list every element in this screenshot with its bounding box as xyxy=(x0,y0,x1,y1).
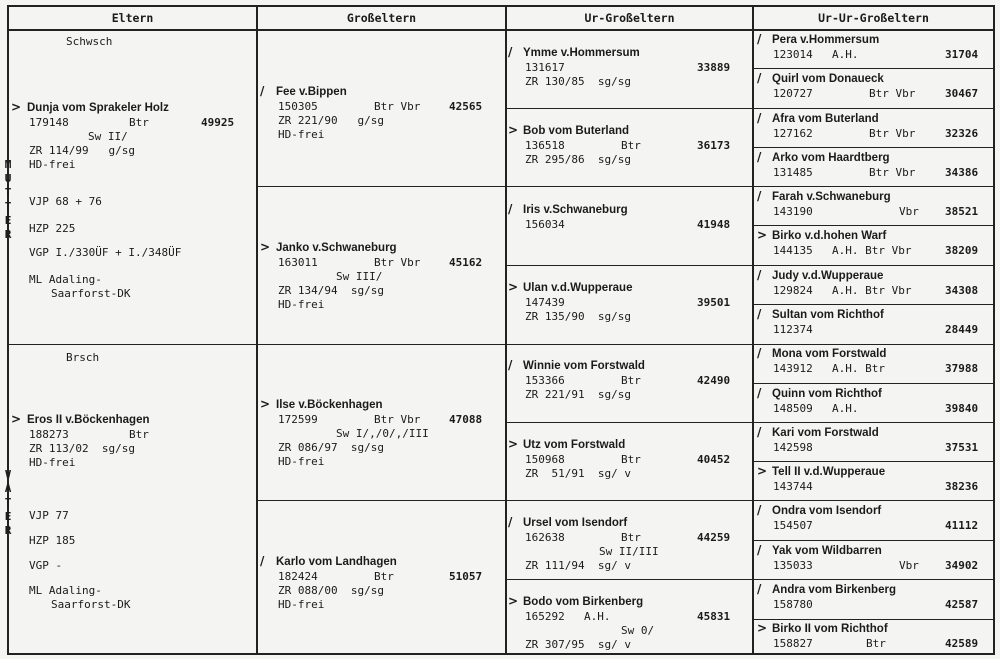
grandparent-title: Btr Vbr xyxy=(374,256,421,269)
side-label-mutter: M U T T E R xyxy=(4,158,12,241)
uugp-title: Btr xyxy=(866,637,886,650)
uugp-reg: 129824 xyxy=(773,284,813,297)
ggp-name: Bodo vom Birkenberg xyxy=(523,596,644,608)
male-marker-icon: > xyxy=(757,228,768,242)
mother-ml1: ML Adaling- xyxy=(29,273,102,286)
row-divider xyxy=(754,619,993,620)
uugp-name: Kari vom Forstwald xyxy=(772,427,879,439)
row-divider-main xyxy=(9,344,993,345)
uugp-reg: 142598 xyxy=(773,441,813,454)
grandparent-sw: Sw III/ xyxy=(336,270,383,283)
female-marker-icon: / xyxy=(757,582,762,596)
female-marker-icon: / xyxy=(757,503,762,517)
father-ml2: Saarforst-DK xyxy=(51,598,131,611)
ggp-reg: 147439 xyxy=(525,296,565,309)
ggp-title: A.H. xyxy=(584,610,611,623)
father-reg: 188273 xyxy=(29,428,69,441)
female-marker-icon: / xyxy=(757,111,762,125)
uugp-title: A.H. Btr xyxy=(832,362,885,375)
father-zr: ZR 113/02 sg/sg xyxy=(29,442,135,455)
ggp-reg: 165292 xyxy=(525,610,565,623)
female-marker-icon: / xyxy=(508,45,513,59)
grandparent-reg: 182424 xyxy=(278,570,318,583)
ggp-reg: 150968 xyxy=(525,453,565,466)
uugp-num: 38521 xyxy=(945,205,979,218)
ggp-reg: 156034 xyxy=(525,218,565,231)
uugp-title: Vbr xyxy=(899,559,919,572)
grandparent-hd: HD-frei xyxy=(278,128,325,141)
mother-hd: HD-frei xyxy=(29,158,76,171)
male-marker-icon: > xyxy=(11,100,22,114)
uugp-num: 41112 xyxy=(945,519,979,532)
uugp-title: Btr Vbr xyxy=(869,166,916,179)
grandparent-name: Fee v.Bippen xyxy=(276,86,347,98)
ggp-name: Ursel vom Isendorf xyxy=(523,517,628,529)
ggp-reg: 153366 xyxy=(525,374,565,387)
row-divider xyxy=(754,540,993,541)
mother-zr: ZR 114/99 g/sg xyxy=(29,144,135,157)
row-divider xyxy=(754,461,993,462)
male-marker-icon: > xyxy=(757,464,768,478)
uugp-reg: 135033 xyxy=(773,559,813,572)
mother-sw: Sw II/ xyxy=(88,130,128,143)
grandparent-num: 51057 xyxy=(449,570,483,583)
uugp-reg: 127162 xyxy=(773,127,813,140)
uugp-name: Quirl vom Donaueck xyxy=(772,73,884,85)
ggp-num: 41948 xyxy=(697,218,731,231)
uugp-name: Judy v.d.Wupperaue xyxy=(772,270,884,282)
mother-reg: 179148 xyxy=(29,116,69,129)
uugp-reg: 143744 xyxy=(773,480,813,493)
ggp-num: 44259 xyxy=(697,531,731,544)
uugp-num: 34308 xyxy=(945,284,979,297)
uugp-name: Sultan vom Richthof xyxy=(772,309,884,321)
uugp-num: 38209 xyxy=(945,244,979,257)
uugp-num: 31704 xyxy=(945,48,979,61)
ggp-name: Winnie vom Forstwald xyxy=(523,360,645,372)
father-title: Btr xyxy=(129,428,149,441)
male-marker-icon: > xyxy=(508,280,519,294)
grandparent-name: Ilse v.Böckenhagen xyxy=(276,399,383,411)
father-vjp: VJP 77 xyxy=(29,509,69,522)
row-divider xyxy=(507,265,993,266)
ggp-reg: 131617 xyxy=(525,61,565,74)
male-marker-icon: > xyxy=(508,123,519,137)
row-divider xyxy=(754,147,993,148)
grandparent-name: Janko v.Schwaneburg xyxy=(276,242,397,254)
grandparent-name: Karlo vom Landhagen xyxy=(276,556,397,568)
header-eltern: Eltern xyxy=(9,7,256,31)
female-marker-icon: / xyxy=(757,71,762,85)
uugp-name: Pera v.Hommersum xyxy=(772,34,880,46)
side-label-vater: V A T E R xyxy=(4,468,12,537)
uugp-name: Birko II vom Richthof xyxy=(772,623,888,635)
uugp-title: Btr Vbr xyxy=(869,127,916,140)
uugp-num: 37531 xyxy=(945,441,979,454)
uugp-title: Vbr xyxy=(899,205,919,218)
grandparent-num: 42565 xyxy=(449,100,483,113)
uugp-title: A.H. Btr Vbr xyxy=(832,284,912,297)
col-divider xyxy=(256,5,258,655)
father-name: Eros II v.Böckenhagen xyxy=(27,414,150,426)
ggp-name: Ymme v.Hommersum xyxy=(523,47,640,59)
grandparent-sw: Sw I/,/0/,/III xyxy=(336,427,429,440)
grandparent-zr: ZR 134/94 sg/sg xyxy=(278,284,384,297)
grandparent-hd: HD-frei xyxy=(278,455,325,468)
uugp-name: Birko v.d.hohen Warf xyxy=(772,230,887,242)
female-marker-icon: / xyxy=(757,268,762,282)
ggp-sw: Sw II/III xyxy=(599,545,659,558)
uugp-title: A.H. xyxy=(832,48,859,61)
uugp-title: A.H. Btr Vbr xyxy=(832,244,912,257)
ggp-num: 42490 xyxy=(697,374,731,387)
col-divider xyxy=(505,5,507,655)
female-marker-icon: / xyxy=(508,358,513,372)
uugp-name: Tell II v.d.Wupperaue xyxy=(772,466,886,478)
female-marker-icon: / xyxy=(757,150,762,164)
uugp-title: Btr Vbr xyxy=(869,87,916,100)
male-marker-icon: > xyxy=(11,412,22,426)
mother-ml2: Saarforst-DK xyxy=(51,287,131,300)
uugp-reg: 154507 xyxy=(773,519,813,532)
ggp-name: Ulan v.d.Wupperaue xyxy=(523,282,633,294)
ggp-num: 45831 xyxy=(697,610,731,623)
mother-vgp: VGP I./330ÜF + I./348ÜF xyxy=(29,246,182,259)
ggp-num: 36173 xyxy=(697,139,731,152)
header-ururgrosseltern: Ur-Ur-Großeltern xyxy=(754,7,993,31)
uugp-name: Arko vom Haardtberg xyxy=(772,152,890,164)
mother-hzp: HZP 225 xyxy=(29,222,76,235)
uugp-num: 37988 xyxy=(945,362,979,375)
row-divider xyxy=(258,500,993,501)
ggp-name: Utz vom Forstwald xyxy=(523,439,626,451)
row-divider xyxy=(754,68,993,69)
uugp-reg: 120727 xyxy=(773,87,813,100)
male-marker-icon: > xyxy=(508,437,519,451)
grandparent-title: Btr Vbr xyxy=(374,100,421,113)
uugp-num: 34902 xyxy=(945,559,979,572)
grandparent-num: 47088 xyxy=(449,413,483,426)
female-marker-icon: / xyxy=(260,84,265,98)
father-vgp: VGP - xyxy=(29,559,63,572)
male-marker-icon: > xyxy=(757,621,768,635)
ggp-num: 40452 xyxy=(697,453,731,466)
ggp-zr: ZR 111/94 sg/ v xyxy=(525,559,631,572)
uugp-name: Ondra vom Isendorf xyxy=(772,505,882,517)
uugp-num: 34386 xyxy=(945,166,979,179)
uugp-num: 42589 xyxy=(945,637,979,650)
female-marker-icon: / xyxy=(757,32,762,46)
uugp-reg: 112374 xyxy=(773,323,813,336)
female-marker-icon: / xyxy=(757,386,762,400)
uugp-reg: 123014 xyxy=(773,48,813,61)
ggp-zr: ZR 295/86 sg/sg xyxy=(525,153,631,166)
uugp-reg: 143912 xyxy=(773,362,813,375)
father-color: Brsch xyxy=(66,351,100,364)
uugp-title: A.H. xyxy=(832,402,859,415)
mother-name: Dunja vom Sprakeler Holz xyxy=(27,102,169,114)
female-marker-icon: / xyxy=(757,425,762,439)
father-ml1: ML Adaling- xyxy=(29,584,102,597)
ggp-num: 39501 xyxy=(697,296,731,309)
grandparent-zr: ZR 086/97 sg/sg xyxy=(278,441,384,454)
grandparent-hd: HD-frei xyxy=(278,298,325,311)
male-marker-icon: > xyxy=(260,397,271,411)
female-marker-icon: / xyxy=(260,554,265,568)
female-marker-icon: / xyxy=(757,346,762,360)
grandparent-title: Btr xyxy=(374,570,394,583)
mother-color: Schwsch xyxy=(66,35,113,48)
uugp-reg: 158780 xyxy=(773,598,813,611)
male-marker-icon: > xyxy=(508,594,519,608)
uugp-name: Mona vom Forstwald xyxy=(772,348,887,360)
ggp-title: Btr xyxy=(621,374,641,387)
col-divider xyxy=(752,5,754,655)
uugp-num: 28449 xyxy=(945,323,979,336)
ggp-title: Btr xyxy=(621,453,641,466)
grandparent-zr: ZR 221/90 g/sg xyxy=(278,114,384,127)
ggp-title: Btr xyxy=(621,531,641,544)
mother-num: 49925 xyxy=(201,116,235,129)
row-divider xyxy=(258,186,993,187)
uugp-name: Andra vom Birkenberg xyxy=(772,584,896,596)
uugp-name: Quinn vom Richthof xyxy=(772,388,882,400)
row-divider xyxy=(507,422,993,423)
uugp-num: 42587 xyxy=(945,598,979,611)
ggp-sw: Sw 0/ xyxy=(621,624,655,637)
uugp-num: 39840 xyxy=(945,402,979,415)
row-divider xyxy=(754,225,993,226)
uugp-reg: 158827 xyxy=(773,637,813,650)
father-hd: HD-frei xyxy=(29,456,76,469)
row-divider xyxy=(754,304,993,305)
row-divider xyxy=(754,383,993,384)
row-divider xyxy=(507,579,993,580)
grandparent-reg: 172599 xyxy=(278,413,318,426)
uugp-num: 38236 xyxy=(945,480,979,493)
uugp-reg: 131485 xyxy=(773,166,813,179)
uugp-reg: 143190 xyxy=(773,205,813,218)
ggp-title: Btr xyxy=(621,139,641,152)
ggp-reg: 136518 xyxy=(525,139,565,152)
grandparent-zr: ZR 088/00 sg/sg xyxy=(278,584,384,597)
female-marker-icon: / xyxy=(757,189,762,203)
ggp-num: 33889 xyxy=(697,61,731,74)
mother-title: Btr xyxy=(129,116,149,129)
male-marker-icon: > xyxy=(260,240,271,254)
female-marker-icon: / xyxy=(757,543,762,557)
ggp-name: Iris v.Schwaneburg xyxy=(523,204,628,216)
ggp-reg: 162638 xyxy=(525,531,565,544)
ggp-zr: ZR 135/90 sg/sg xyxy=(525,310,631,323)
header-urgrosseltern: Ur-Großeltern xyxy=(507,7,752,31)
female-marker-icon: / xyxy=(757,307,762,321)
uugp-name: Yak vom Wildbarren xyxy=(772,545,882,557)
female-marker-icon: / xyxy=(508,515,513,529)
uugp-num: 30467 xyxy=(945,87,979,100)
uugp-reg: 144135 xyxy=(773,244,813,257)
header-grosseltern: Großeltern xyxy=(258,7,505,31)
ggp-zr: ZR 51/91 sg/ v xyxy=(525,467,631,480)
father-hzp: HZP 185 xyxy=(29,534,76,547)
grandparent-reg: 163011 xyxy=(278,256,318,269)
ggp-zr: ZR 221/91 sg/sg xyxy=(525,388,631,401)
grandparent-num: 45162 xyxy=(449,256,483,269)
uugp-name: Afra vom Buterland xyxy=(772,113,879,125)
grandparent-title: Btr Vbr xyxy=(374,413,421,426)
grandparent-hd: HD-frei xyxy=(278,598,325,611)
row-divider xyxy=(507,108,993,109)
uugp-num: 32326 xyxy=(945,127,979,140)
uugp-reg: 148509 xyxy=(773,402,813,415)
ggp-name: Bob vom Buterland xyxy=(523,125,630,137)
ggp-zr: ZR 307/95 sg/ v xyxy=(525,638,631,651)
female-marker-icon: / xyxy=(508,202,513,216)
mother-vjp: VJP 68 + 76 xyxy=(29,195,102,208)
ggp-zr: ZR 130/85 sg/sg xyxy=(525,75,631,88)
uugp-name: Farah v.Schwaneburg xyxy=(772,191,891,203)
grandparent-reg: 150305 xyxy=(278,100,318,113)
